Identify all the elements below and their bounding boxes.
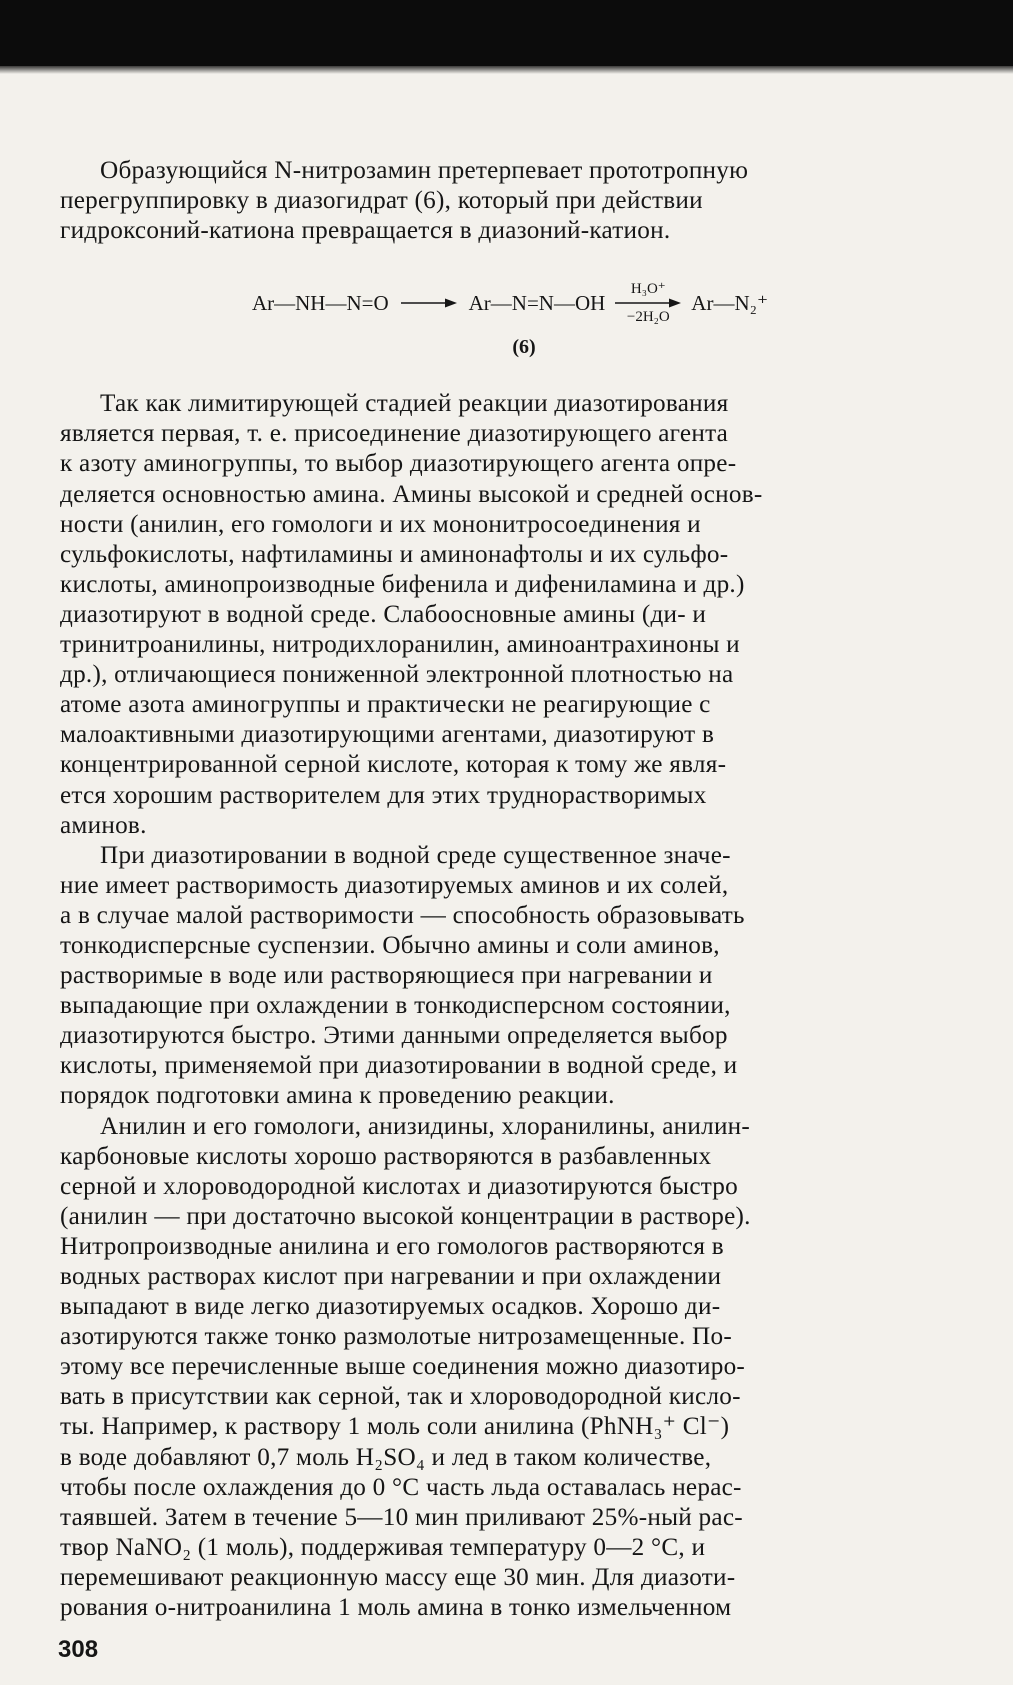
text-line: перемешивают реакционную массу еще 30 мин. Для диазоти- <box>60 1563 736 1591</box>
text-line: в воде добавляют 0,7 моль H₂SO₄ и лед в таком количестве, <box>60 1443 712 1471</box>
text-line: атоме азота аминогруппы и практически не реагирующие с <box>60 691 711 719</box>
text-line: к азоту аминогруппы, то выбор диазотирующего агента опре- <box>60 450 737 478</box>
text-line: концентрированной серной кислоте, которая к тому же явля- <box>60 751 727 779</box>
paragraph-aqueous-medium <box>60 841 960 1112</box>
reagent-arrow <box>615 281 681 325</box>
text-line: диазотируют в водной среде. Слабоосновные амины (ди- и <box>60 600 707 628</box>
text-line: а в случае малой растворимости — способность образовывать <box>60 901 745 929</box>
page-number: 308 <box>58 1636 99 1663</box>
text-line: сульфокислоты, нафтиламины и аминонафтолы и их сульфо- <box>60 540 729 568</box>
text-line: Так как лимитирующей стадией реакции диазотирования <box>100 390 729 418</box>
text-line: гидроксоний-катиона превращается в диазоний-катион. <box>60 217 671 245</box>
page-body <box>60 156 960 1623</box>
text-line: выпадающие при охлаждении в тонкодисперсном состоянии, <box>60 992 731 1020</box>
paragraph-diazotization-stage <box>60 389 960 840</box>
intermediate-formula: Ar—N=N—OH <box>468 290 606 315</box>
text-line: тонкодисперсные суспензии. Обычно амины и соли аминов, <box>60 931 720 959</box>
text-line: ние имеет растворимость диазотируемых аминов и их солей, <box>60 871 729 899</box>
text-line: рования о-нитроанилина 1 моль амина в тонко измельченном <box>60 1594 732 1622</box>
text-line: диазотируются быстро. Этими данными определяется выбор <box>60 1022 728 1050</box>
text-line: ты. Например, к раствору 1 моль соли анилина (PhNH₃⁺ Cl⁻) <box>60 1413 730 1441</box>
text-line: При диазотировании в водной среде существенное значе- <box>100 841 731 869</box>
text-line: малоактивными диазотирующими агентами, диазотируют в <box>60 721 715 749</box>
text-line: порядок подготовки амина к проведению реакции. <box>60 1082 615 1110</box>
reaction-equation <box>60 270 960 336</box>
reagent-below: −2H₂O <box>626 309 670 326</box>
scan-top-shadow <box>0 0 1013 66</box>
text-line: серной и хлороводородной кислотах и диазотируются быстро <box>60 1172 738 1200</box>
text-line: выпадают в виде легко диазотируемых осадков. Хорошо ди- <box>60 1293 721 1321</box>
text-line: Образующийся N-нитрозамин претерпевает прототропную <box>100 157 749 184</box>
text-line: твор NaNO₂ (1 моль), поддерживая температуру 0—2 °С, и <box>60 1533 706 1561</box>
product-formula: Ar—N₂⁺ <box>691 290 769 315</box>
text-line: деляется основностью амина. Амины высокой и средней основ- <box>60 480 763 508</box>
text-line: ется хорошим растворителем для этих труднорастворимых <box>60 781 707 809</box>
text-line: (анилин — при достаточно высокой концентрации в растворе). <box>60 1202 751 1230</box>
reaction-arrow-icon <box>401 297 457 309</box>
text-line: карбоновые кислоты хорошо растворяются в разбавленных <box>60 1142 712 1170</box>
compound-number: (6) <box>512 336 536 359</box>
reaction-arrow-icon <box>615 297 681 309</box>
text-line: вать в присутствии как серной, так и хлороводородной кисло- <box>60 1383 741 1411</box>
text-line: др.), отличающиеся пониженной электронной плотностью на <box>60 661 734 689</box>
paragraph-aniline-homologs <box>60 1112 960 1624</box>
text-line: кислоты, аминопроизводные бифенила и дифениламина и др.) <box>60 570 745 598</box>
reactant-formula: Ar—NH—N=O <box>251 290 389 315</box>
reagent-above: H₃O⁺ <box>630 281 666 298</box>
text-line: тринитроанилины, нитродихлоранилин, аминоантрахиноны и <box>60 631 740 659</box>
text-line: водных растворах кислот при нагревании и при охлаждении <box>60 1263 722 1290</box>
text-line: этому все перечисленные выше соединения можно диазотиро- <box>60 1353 746 1381</box>
text-line: является первая, т. е. присоединение диазотирующего агента <box>60 420 729 448</box>
reaction-scheme <box>60 270 960 359</box>
text-line: чтобы после охлаждения до 0 °С часть льда оставалась нерас- <box>60 1473 742 1501</box>
text-line: ности (анилин, его гомологи и их мононитросоединения и <box>60 510 701 538</box>
text-line: Нитропроизводные анилина и его гомологов растворяются в <box>60 1232 724 1260</box>
text-line: растворимые в воде или растворяющиеся при нагревании и <box>60 962 713 990</box>
text-line: перегруппировку в диазогидрат (6), который при действии <box>60 187 703 215</box>
text-line: таявшей. Затем в течение 5—10 мин приливают 25%-ный рас- <box>60 1503 743 1531</box>
text-line: аминов. <box>60 811 147 839</box>
text-line: азотируются также тонко размолотые нитрозамещенные. По- <box>60 1323 732 1351</box>
text-line: кислоты, применяемой при диазотировании в водной среде, и <box>60 1052 738 1080</box>
text-line: Анилин и его гомологи, анизидины, хлоранилины, анилин- <box>100 1112 751 1140</box>
intro-paragraph <box>60 156 960 246</box>
